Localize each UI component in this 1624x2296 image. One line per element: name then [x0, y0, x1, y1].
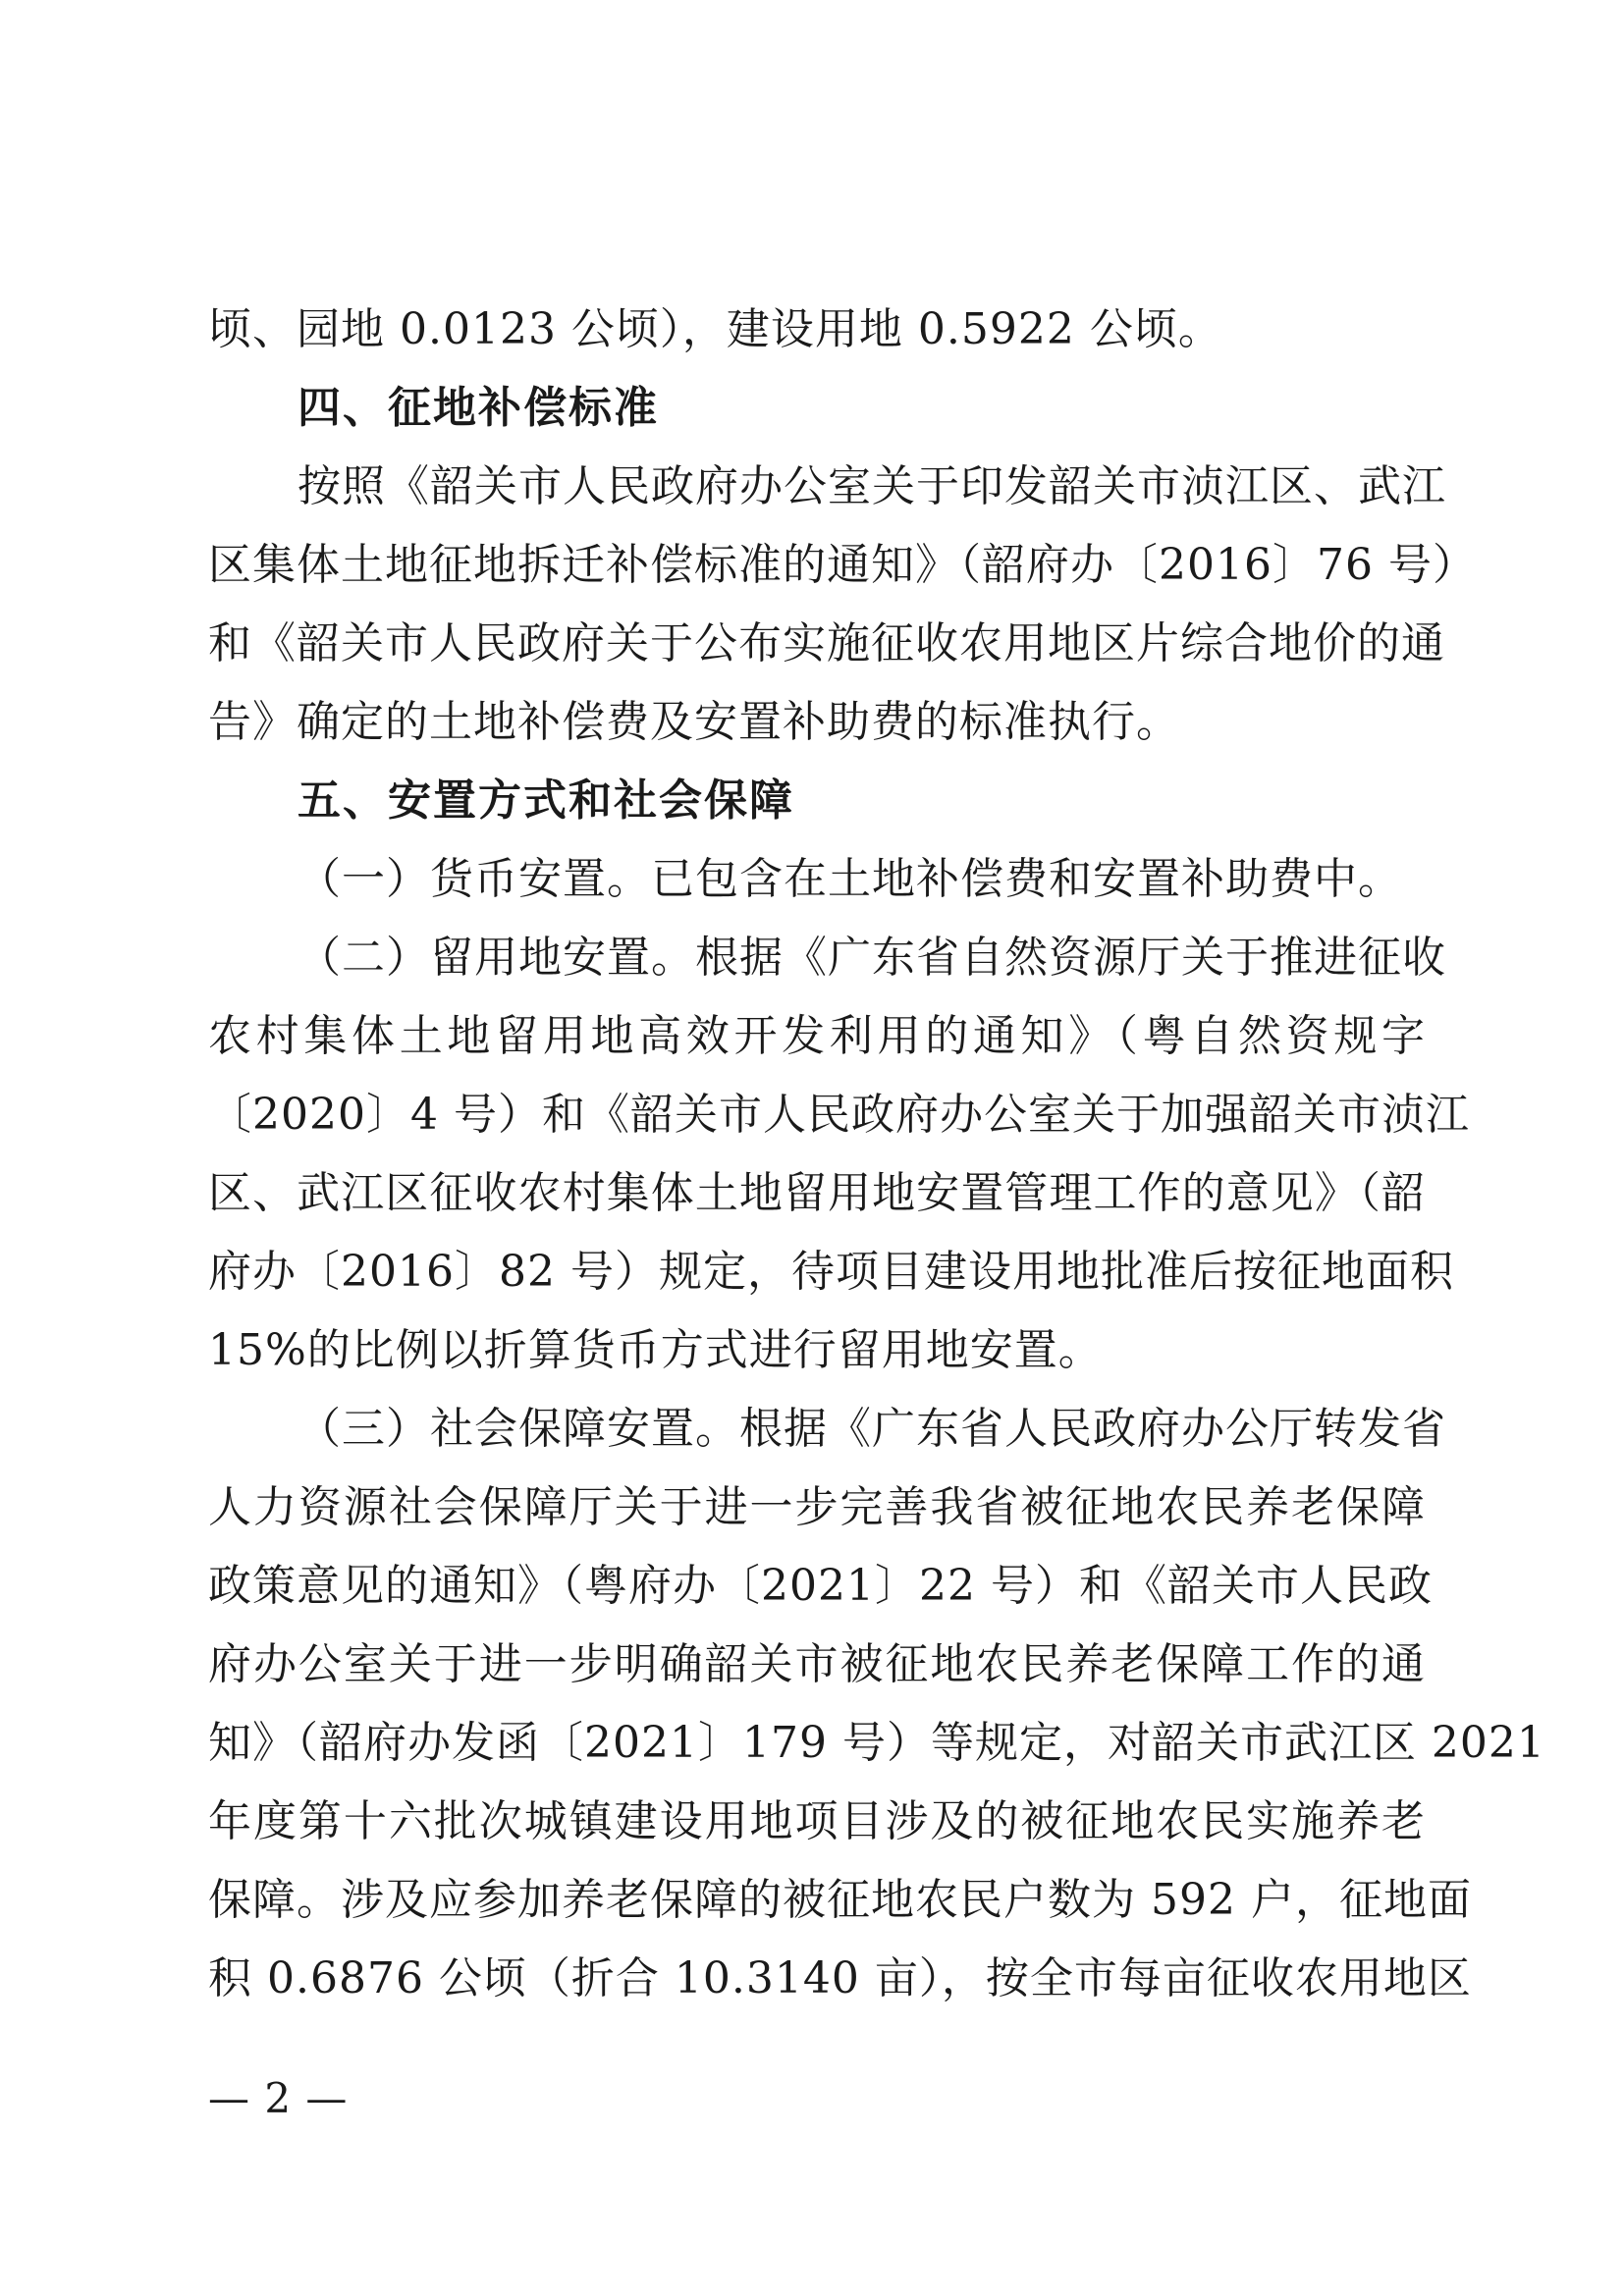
paragraph-line: 农村集体土地留用地高效开发利用的通知》（粤自然资规字: [208, 1011, 1426, 1061]
paragraph-line: 区集体土地征地拆迁补偿标准的通知》（韶府办〔2016〕76 号）: [208, 540, 1477, 590]
paragraph-line: 〔2020〕4 号）和《韶关市人民政府办公室关于加强韶关市浈江: [208, 1090, 1470, 1140]
paragraph-line: 人力资源社会保障厅关于进一步完善我省被征地农民养老保障: [208, 1482, 1426, 1532]
section-heading-5: 五、安置方式和社会保障: [298, 775, 794, 826]
paragraph-line: 告》确定的土地补偿费及安置补助费的标准执行。: [208, 697, 1180, 747]
paragraph-line: 按照《韶关市人民政府办公室关于印发韶关市浈江区、武江: [298, 461, 1446, 511]
paragraph-line: （二）留用地安置。根据《广东省自然资源厅关于推进征收: [298, 933, 1446, 983]
paragraph-line: 府办公室关于进一步明确韶关市被征地农民养老保障工作的通: [208, 1639, 1426, 1689]
paragraph-line: 积 0.6876 公顷（折合 10.3140 亩），按全市每亩征收农用地区: [208, 1953, 1472, 2003]
paragraph-line: 和《韶关市人民政府关于公布实施征收农用地区片综合地价的通: [208, 618, 1445, 668]
paragraph-line: 区、武江区征收农村集体土地留用地安置管理工作的意见》（韶: [208, 1168, 1426, 1218]
paragraph-line: 顷、园地 0.0123 公顷），建设用地 0.5922 公顷。: [208, 304, 1222, 354]
paragraph-line: （三）社会保障安置。根据《广东省人民政府办公厅转发省: [298, 1404, 1446, 1454]
paragraph-line: 府办〔2016〕82 号）规定，待项目建设用地批准后按征地面积: [208, 1247, 1454, 1297]
paragraph-line: 政策意见的通知》（粤府办〔2021〕22 号）和《韶关市人民政: [208, 1561, 1433, 1611]
paragraph-line: （一）货币安置。已包含在土地补偿费和安置补助费中。: [298, 854, 1402, 904]
paragraph-line: 15%的比例以折算货币方式进行留用地安置。: [208, 1325, 1103, 1375]
paragraph-line: 保障。涉及应参加养老保障的被征地农民户数为 592 户，征地面: [208, 1875, 1472, 1925]
section-heading-4: 四、征地补偿标准: [298, 383, 659, 433]
page-number: — 2 —: [208, 2074, 349, 2122]
paragraph-line: 知》（韶府办发函〔2021〕179 号）等规定，对韶关市武江区 2021: [208, 1718, 1545, 1768]
paragraph-line: 年度第十六批次城镇建设用地项目涉及的被征地农民实施养老: [208, 1796, 1426, 1846]
